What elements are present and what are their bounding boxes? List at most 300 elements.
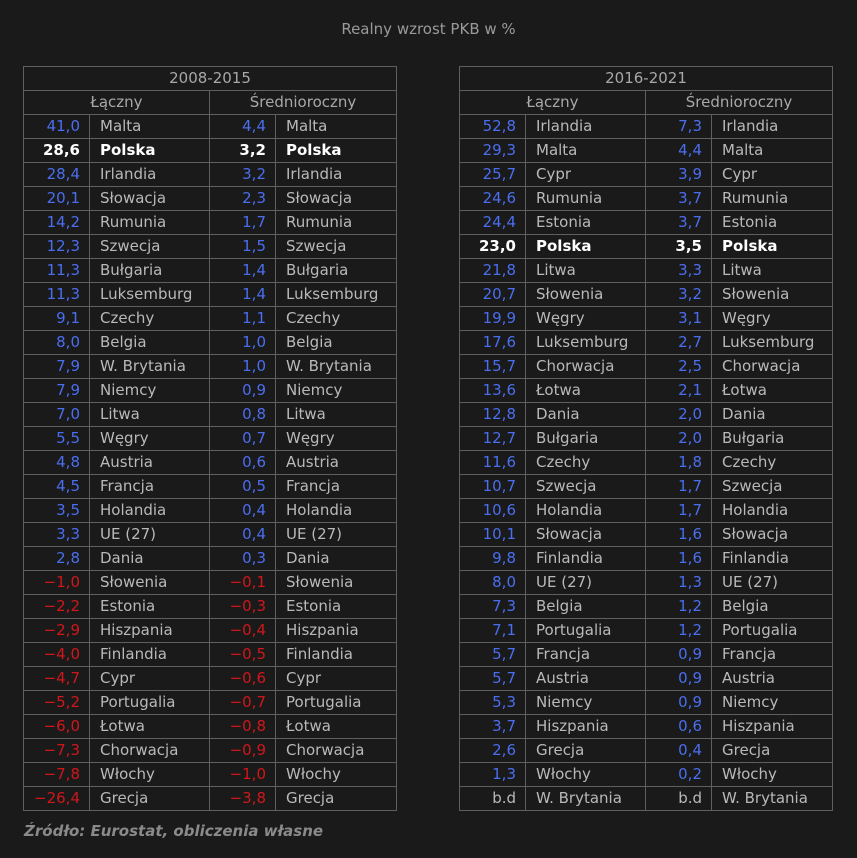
table-row: [460, 763, 833, 787]
country-name: Węgry: [90, 427, 210, 451]
avg-value: 1,8: [646, 451, 712, 475]
gdp-table-2008-2015: [23, 66, 397, 811]
table-row: [460, 739, 833, 763]
table-row: [460, 667, 833, 691]
total-value: −26,4: [24, 787, 90, 811]
country-name: Estonia: [90, 595, 210, 619]
table-row: [460, 427, 833, 451]
avg-value: 0,4: [646, 739, 712, 763]
avg-value: 1,1: [210, 307, 276, 331]
avg-value: 2,0: [646, 427, 712, 451]
total-value: 12,8: [460, 403, 526, 427]
total-value: 11,6: [460, 451, 526, 475]
table-row: [24, 235, 397, 259]
avg-value: 3,7: [646, 211, 712, 235]
total-value: 7,9: [24, 379, 90, 403]
country-name: Luksemburg: [276, 283, 397, 307]
avg-value: 3,5: [646, 235, 712, 259]
table-row: [460, 235, 833, 259]
total-header: Łączny: [24, 91, 210, 115]
total-value: 10,7: [460, 475, 526, 499]
total-value: 3,5: [24, 499, 90, 523]
avg-value: 1,0: [210, 331, 276, 355]
avg-value: 0,7: [210, 427, 276, 451]
total-value: 3,7: [460, 715, 526, 739]
total-value: 10,6: [460, 499, 526, 523]
country-name: Finlandia: [712, 547, 833, 571]
avg-value: 2,0: [646, 403, 712, 427]
page-title: Realny wzrost PKB w %: [341, 20, 516, 38]
country-name: Malta: [276, 115, 397, 139]
table-row: [24, 115, 397, 139]
table-row: [460, 283, 833, 307]
avg-value: 0,9: [210, 379, 276, 403]
total-value: 2,8: [24, 547, 90, 571]
country-name: Polska: [526, 235, 646, 259]
country-name: Hiszpania: [276, 619, 397, 643]
country-name: Francja: [712, 643, 833, 667]
country-name: UE (27): [712, 571, 833, 595]
table-row: [460, 787, 833, 811]
table-row: [460, 571, 833, 595]
country-name: Bułgaria: [526, 427, 646, 451]
country-name: Słowenia: [276, 571, 397, 595]
country-name: Portugalia: [276, 691, 397, 715]
country-name: Luksemburg: [90, 283, 210, 307]
country-name: Portugalia: [526, 619, 646, 643]
total-value: 24,6: [460, 187, 526, 211]
total-value: 8,0: [24, 331, 90, 355]
avg-value: 1,4: [210, 259, 276, 283]
avg-value: −3,8: [210, 787, 276, 811]
country-name: Francja: [526, 643, 646, 667]
country-name: W. Brytania: [90, 355, 210, 379]
avg-value: 1,6: [646, 547, 712, 571]
total-value: 5,7: [460, 643, 526, 667]
country-name: Czechy: [712, 451, 833, 475]
country-name: Czechy: [90, 307, 210, 331]
country-name: Irlandia: [526, 115, 646, 139]
country-name: Łotwa: [90, 715, 210, 739]
total-value: −4,7: [24, 667, 90, 691]
avg-value: 1,2: [646, 595, 712, 619]
avg-value: 4,4: [646, 139, 712, 163]
total-value: −6,0: [24, 715, 90, 739]
avg-value: 0,4: [210, 523, 276, 547]
country-name: Litwa: [276, 403, 397, 427]
table-row: [24, 523, 397, 547]
table-row: [460, 379, 833, 403]
country-name: Słowenia: [90, 571, 210, 595]
country-name: Włochy: [712, 763, 833, 787]
table-row: [460, 499, 833, 523]
country-name: Finlandia: [90, 643, 210, 667]
total-value: 11,3: [24, 283, 90, 307]
total-value: 52,8: [460, 115, 526, 139]
table-row: [24, 499, 397, 523]
country-name: Malta: [526, 139, 646, 163]
avg-value: 0,5: [210, 475, 276, 499]
country-name: Cypr: [276, 667, 397, 691]
avg-value: 0,6: [210, 451, 276, 475]
country-name: Szwecja: [526, 475, 646, 499]
total-value: 9,8: [460, 547, 526, 571]
table-row: [24, 139, 397, 163]
country-name: Hiszpania: [90, 619, 210, 643]
table-row: [24, 643, 397, 667]
table-row: [460, 715, 833, 739]
total-value: 9,1: [24, 307, 90, 331]
total-value: 7,3: [460, 595, 526, 619]
table-row: [24, 595, 397, 619]
total-value: 2,6: [460, 739, 526, 763]
total-value: 12,7: [460, 427, 526, 451]
country-name: Dania: [712, 403, 833, 427]
table-row: [24, 211, 397, 235]
country-name: W. Brytania: [526, 787, 646, 811]
country-name: Węgry: [276, 427, 397, 451]
country-name: Dania: [526, 403, 646, 427]
avg-value: 0,9: [646, 691, 712, 715]
total-value: 7,1: [460, 619, 526, 643]
table-row: [24, 739, 397, 763]
country-name: Cypr: [712, 163, 833, 187]
table-row: [24, 547, 397, 571]
country-name: Holandia: [90, 499, 210, 523]
table-row: [460, 643, 833, 667]
country-name: Niemcy: [712, 691, 833, 715]
table-row: [460, 451, 833, 475]
country-name: Estonia: [712, 211, 833, 235]
country-name: Francja: [276, 475, 397, 499]
country-name: Chorwacja: [526, 355, 646, 379]
total-value: −2,9: [24, 619, 90, 643]
country-name: Francja: [90, 475, 210, 499]
total-value: 7,9: [24, 355, 90, 379]
table-row: [24, 763, 397, 787]
avg-value: 1,7: [210, 211, 276, 235]
avg-value: 1,2: [646, 619, 712, 643]
table-row: [24, 691, 397, 715]
total-value: 24,4: [460, 211, 526, 235]
country-name: Grecja: [90, 787, 210, 811]
table-row: [24, 427, 397, 451]
total-value: 11,3: [24, 259, 90, 283]
total-value: 13,6: [460, 379, 526, 403]
country-name: Cypr: [526, 163, 646, 187]
total-value: 12,3: [24, 235, 90, 259]
country-name: Malta: [712, 139, 833, 163]
total-value: 28,6: [24, 139, 90, 163]
avg-value: 2,1: [646, 379, 712, 403]
avg-value: 3,2: [210, 163, 276, 187]
total-value: 20,1: [24, 187, 90, 211]
avg-value: 1,6: [646, 523, 712, 547]
avg-value: −0,8: [210, 715, 276, 739]
country-name: Estonia: [526, 211, 646, 235]
country-name: Malta: [90, 115, 210, 139]
avg-header: Średnioroczny: [646, 91, 833, 115]
avg-value: 0,9: [646, 643, 712, 667]
total-value: 4,5: [24, 475, 90, 499]
table-row: [460, 355, 833, 379]
table-row: [24, 259, 397, 283]
table-row: [24, 403, 397, 427]
avg-value: 2,5: [646, 355, 712, 379]
avg-value: 2,7: [646, 331, 712, 355]
total-value: 41,0: [24, 115, 90, 139]
country-name: Grecja: [276, 787, 397, 811]
country-name: Bułgaria: [90, 259, 210, 283]
country-name: Łotwa: [526, 379, 646, 403]
total-value: 25,7: [460, 163, 526, 187]
total-value: 29,3: [460, 139, 526, 163]
total-value: 19,9: [460, 307, 526, 331]
country-name: Dania: [90, 547, 210, 571]
table-row: [460, 691, 833, 715]
table-row: [460, 547, 833, 571]
total-value: −1,0: [24, 571, 90, 595]
table-row: [24, 379, 397, 403]
country-name: Finlandia: [276, 643, 397, 667]
avg-header: Średnioroczny: [210, 91, 397, 115]
total-value: 4,8: [24, 451, 90, 475]
table-row: [460, 595, 833, 619]
table-row: [24, 787, 397, 811]
country-name: Polska: [90, 139, 210, 163]
country-name: W. Brytania: [276, 355, 397, 379]
country-name: Szwecja: [90, 235, 210, 259]
avg-value: 0,9: [646, 667, 712, 691]
source-note: Źródło: Eurostat, obliczenia własne: [24, 822, 324, 840]
table-row: [24, 451, 397, 475]
avg-value: 3,2: [646, 283, 712, 307]
country-name: Litwa: [526, 259, 646, 283]
avg-value: 0,6: [646, 715, 712, 739]
country-name: Hiszpania: [712, 715, 833, 739]
country-name: Austria: [90, 451, 210, 475]
country-name: UE (27): [90, 523, 210, 547]
table-row: [24, 667, 397, 691]
country-name: Niemcy: [276, 379, 397, 403]
table-row: [24, 571, 397, 595]
country-name: Czechy: [526, 451, 646, 475]
country-name: Belgia: [276, 331, 397, 355]
country-name: Rumunia: [712, 187, 833, 211]
table-row: [24, 619, 397, 643]
country-name: Słowacja: [712, 523, 833, 547]
country-name: Luksemburg: [712, 331, 833, 355]
country-name: Słowacja: [526, 523, 646, 547]
total-value: −4,0: [24, 643, 90, 667]
country-name: Czechy: [276, 307, 397, 331]
country-name: Rumunia: [526, 187, 646, 211]
country-name: Grecja: [526, 739, 646, 763]
total-value: b.d: [460, 787, 526, 811]
country-name: Litwa: [712, 259, 833, 283]
country-name: Włochy: [276, 763, 397, 787]
table-row: [460, 115, 833, 139]
total-value: −2,2: [24, 595, 90, 619]
avg-value: 3,1: [646, 307, 712, 331]
country-name: Holandia: [526, 499, 646, 523]
avg-value: −1,0: [210, 763, 276, 787]
country-name: Dania: [276, 547, 397, 571]
avg-value: 0,2: [646, 763, 712, 787]
country-name: Grecja: [712, 739, 833, 763]
avg-value: 3,2: [210, 139, 276, 163]
total-value: 7,0: [24, 403, 90, 427]
table-row: [460, 163, 833, 187]
country-name: Portugalia: [90, 691, 210, 715]
country-name: Holandia: [276, 499, 397, 523]
avg-value: 0,4: [210, 499, 276, 523]
table-row: [24, 283, 397, 307]
country-name: Irlandia: [276, 163, 397, 187]
table-row: [460, 307, 833, 331]
country-name: Portugalia: [712, 619, 833, 643]
country-name: Austria: [712, 667, 833, 691]
table-row: [24, 715, 397, 739]
table-row: [24, 307, 397, 331]
avg-value: 1,7: [646, 499, 712, 523]
country-name: Polska: [276, 139, 397, 163]
country-name: Belgia: [526, 595, 646, 619]
avg-value: −0,6: [210, 667, 276, 691]
table-row: [24, 163, 397, 187]
total-value: 5,7: [460, 667, 526, 691]
country-name: Włochy: [90, 763, 210, 787]
total-value: 23,0: [460, 235, 526, 259]
country-name: Łotwa: [276, 715, 397, 739]
table-row: [460, 475, 833, 499]
avg-value: 3,3: [646, 259, 712, 283]
avg-value: −0,7: [210, 691, 276, 715]
country-name: Chorwacja: [276, 739, 397, 763]
total-value: 1,3: [460, 763, 526, 787]
table-row: [24, 355, 397, 379]
avg-value: 1,7: [646, 475, 712, 499]
table-row: [24, 475, 397, 499]
country-name: Bułgaria: [276, 259, 397, 283]
avg-value: 1,0: [210, 355, 276, 379]
country-name: W. Brytania: [712, 787, 833, 811]
total-value: 28,4: [24, 163, 90, 187]
country-name: Chorwacja: [712, 355, 833, 379]
avg-value: 0,3: [210, 547, 276, 571]
country-name: Finlandia: [526, 547, 646, 571]
total-value: 10,1: [460, 523, 526, 547]
total-value: −5,2: [24, 691, 90, 715]
country-name: Słowenia: [712, 283, 833, 307]
country-name: Polska: [712, 235, 833, 259]
table-row: [460, 331, 833, 355]
avg-value: 7,3: [646, 115, 712, 139]
avg-value: 3,7: [646, 187, 712, 211]
country-name: UE (27): [276, 523, 397, 547]
total-value: 5,3: [460, 691, 526, 715]
country-name: Łotwa: [712, 379, 833, 403]
period-header: 2008-2015: [24, 67, 397, 91]
total-value: 5,5: [24, 427, 90, 451]
avg-value: 4,4: [210, 115, 276, 139]
avg-value: 2,3: [210, 187, 276, 211]
avg-value: 0,8: [210, 403, 276, 427]
total-value: 20,7: [460, 283, 526, 307]
avg-value: 3,9: [646, 163, 712, 187]
total-value: 15,7: [460, 355, 526, 379]
table-row: [460, 187, 833, 211]
total-value: 8,0: [460, 571, 526, 595]
total-value: −7,3: [24, 739, 90, 763]
country-name: Niemcy: [90, 379, 210, 403]
table-row: [460, 403, 833, 427]
avg-value: 1,5: [210, 235, 276, 259]
table-row: [24, 187, 397, 211]
country-name: Hiszpania: [526, 715, 646, 739]
total-header: Łączny: [460, 91, 646, 115]
period-header: 2016-2021: [460, 67, 833, 91]
country-name: Irlandia: [90, 163, 210, 187]
total-value: 21,8: [460, 259, 526, 283]
country-name: Słowacja: [276, 187, 397, 211]
table-row: [460, 211, 833, 235]
country-name: Węgry: [526, 307, 646, 331]
table-row: [460, 523, 833, 547]
country-name: Chorwacja: [90, 739, 210, 763]
country-name: Austria: [526, 667, 646, 691]
avg-value: −0,1: [210, 571, 276, 595]
country-name: Luksemburg: [526, 331, 646, 355]
country-name: Węgry: [712, 307, 833, 331]
country-name: Belgia: [90, 331, 210, 355]
country-name: Holandia: [712, 499, 833, 523]
country-name: UE (27): [526, 571, 646, 595]
avg-value: −0,5: [210, 643, 276, 667]
table-row: [460, 619, 833, 643]
table-row: [460, 139, 833, 163]
gdp-table-2016-2021: [459, 66, 833, 811]
avg-value: b.d: [646, 787, 712, 811]
country-name: Bułgaria: [712, 427, 833, 451]
country-name: Litwa: [90, 403, 210, 427]
country-name: Austria: [276, 451, 397, 475]
total-value: 3,3: [24, 523, 90, 547]
country-name: Szwecja: [712, 475, 833, 499]
country-name: Słowenia: [526, 283, 646, 307]
country-name: Szwecja: [276, 235, 397, 259]
country-name: Belgia: [712, 595, 833, 619]
avg-value: 1,4: [210, 283, 276, 307]
total-value: −7,8: [24, 763, 90, 787]
country-name: Włochy: [526, 763, 646, 787]
table-row: [24, 331, 397, 355]
country-name: Cypr: [90, 667, 210, 691]
total-value: 14,2: [24, 211, 90, 235]
avg-value: 1,3: [646, 571, 712, 595]
country-name: Słowacja: [90, 187, 210, 211]
country-name: Rumunia: [90, 211, 210, 235]
country-name: Irlandia: [712, 115, 833, 139]
avg-value: −0,4: [210, 619, 276, 643]
avg-value: −0,3: [210, 595, 276, 619]
table-row: [460, 259, 833, 283]
country-name: Rumunia: [276, 211, 397, 235]
avg-value: −0,9: [210, 739, 276, 763]
country-name: Estonia: [276, 595, 397, 619]
total-value: 17,6: [460, 331, 526, 355]
country-name: Niemcy: [526, 691, 646, 715]
